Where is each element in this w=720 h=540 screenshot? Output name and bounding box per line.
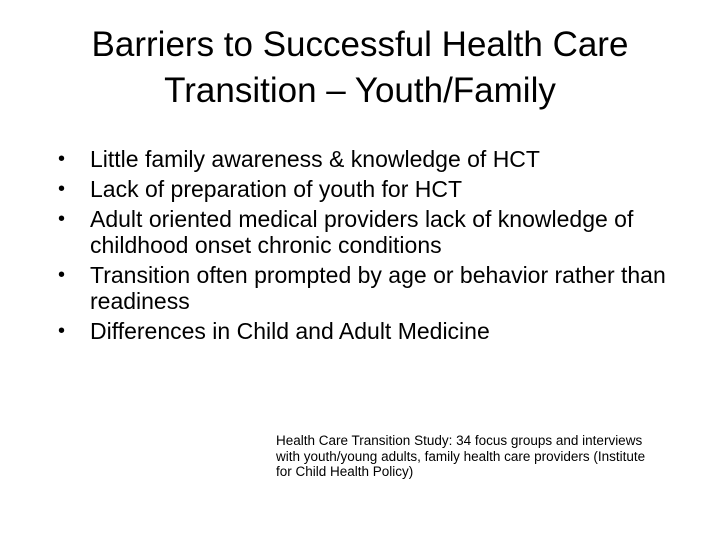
bullet-list bbox=[58, 146, 678, 348]
bullet-item bbox=[58, 262, 678, 314]
bullet-text: Little family awareness & knowledge of HCT bbox=[90, 146, 540, 172]
bullet-text: Adult oriented medical providers lack of knowledge of childhood onset chronic conditions bbox=[90, 206, 634, 258]
bullet-item bbox=[58, 318, 678, 344]
citation-note: Health Care Transition Study: 34 focus groups and interviews with youth/young adults, family health care providers (Institute for Child Health Policy) bbox=[276, 433, 646, 479]
bullet-text: Differences in Child and Adult Medicine bbox=[90, 318, 490, 344]
slide-title-line-2: Transition – Youth/Family bbox=[164, 71, 556, 110]
bullet-item bbox=[58, 176, 678, 202]
bullet-item bbox=[58, 146, 678, 172]
bullet-marker: • bbox=[58, 208, 66, 230]
bullet-marker: • bbox=[58, 264, 66, 286]
bullet-text: Transition often prompted by age or behavior rather than readiness bbox=[90, 262, 666, 314]
slide-title bbox=[20, 22, 700, 114]
bullet-item bbox=[58, 206, 678, 258]
bullet-marker: • bbox=[58, 320, 66, 342]
bullet-marker: • bbox=[58, 178, 66, 200]
bullet-marker: • bbox=[58, 148, 66, 170]
slide-title-line-1: Barriers to Successful Health Care bbox=[91, 25, 629, 64]
bullet-text: Lack of preparation of youth for HCT bbox=[90, 176, 463, 202]
